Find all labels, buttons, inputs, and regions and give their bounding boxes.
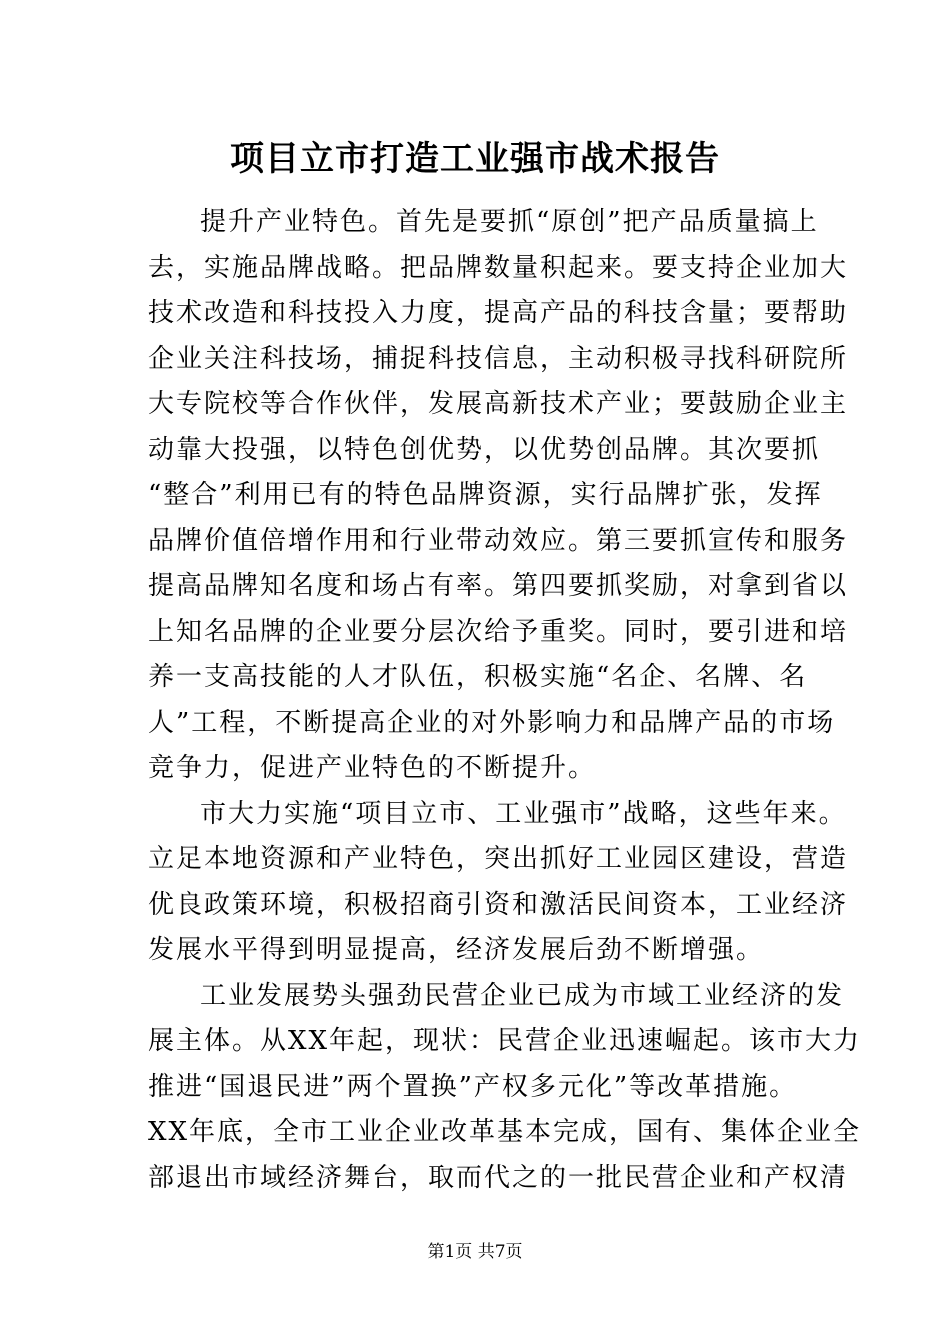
text-line: 优良政策环境，积极招商引资和激活民间资本，工业经济 bbox=[148, 889, 849, 920]
text-line: 品牌价值倍增作用和行业带动效应。第三要抓宣传和服务 bbox=[148, 525, 849, 556]
paragraph-3 bbox=[148, 974, 862, 1202]
text-line: 上知名品牌的企业要分层次给予重奖。同时，要引进和培 bbox=[148, 616, 849, 647]
text-line: 竞争力，促进产业特色的不断提升。 bbox=[148, 753, 597, 783]
text-line: 市大力实施“项目立市、工业强市”战略，这些年来。 bbox=[200, 798, 847, 829]
text-line: 去，实施品牌战略。把品牌数量积起来。要支持企业加大 bbox=[148, 252, 849, 283]
text-line: XX年底，全市工业企业改革基本完成，国有、集体企业全 bbox=[148, 1117, 862, 1147]
paragraph-1 bbox=[148, 200, 849, 792]
text-line: 部退出市域经济舞台，取而代之的一批民营企业和产权清 bbox=[148, 1162, 849, 1193]
text-line: “整合”利用已有的特色品牌资源，实行品牌扩张，发挥 bbox=[148, 480, 823, 510]
text-line: 推进“国退民进”两个置换”产权多元化”等改革措施。 bbox=[148, 1071, 798, 1102]
text-line: 企业关注科技场，捕捉科技信息，主动积极寻找科研院所 bbox=[148, 343, 849, 374]
text-line: 发展水平得到明显提高，经济发展后劲不断增强。 bbox=[148, 935, 765, 965]
paragraph-2 bbox=[148, 792, 849, 974]
text-line: 人”工程，不断提高企业的对外影响力和品牌产品的市场 bbox=[148, 707, 836, 738]
text-line: 大专院校等合作伙伴，发展高新技术产业；要鼓励企业主 bbox=[148, 389, 849, 419]
text-line: 展主体。从XX年起，现状：民营企业迅速崛起。该市大力 bbox=[148, 1026, 862, 1056]
text-line: 提高品牌知名度和场占有率。第四要抓奖励，对拿到省以 bbox=[148, 571, 849, 601]
text-line: 工业发展势头强劲民营企业已成为市域工业经济的发 bbox=[200, 980, 845, 1011]
page-number-footer: 第1页 共7页 bbox=[427, 1242, 523, 1262]
text-line: 立足本地资源和产业特色，突出抓好工业园区建设，营造 bbox=[148, 844, 849, 874]
document-body bbox=[148, 200, 862, 1201]
text-line: 动靠大投强，以特色创优势，以优势创品牌。其次要抓 bbox=[148, 434, 821, 465]
document-title: 项目立市打造工业强市战术报告 bbox=[230, 139, 720, 179]
text-line: 技术改造和科技投入力度，提高产品的科技含量；要帮助 bbox=[148, 298, 849, 328]
text-line: 提升产业特色。首先是要抓“原创”把产品质量搞上 bbox=[200, 207, 819, 237]
text-line: 养一支高技能的人才队伍，积极实施“名企、名牌、名 bbox=[148, 662, 808, 692]
